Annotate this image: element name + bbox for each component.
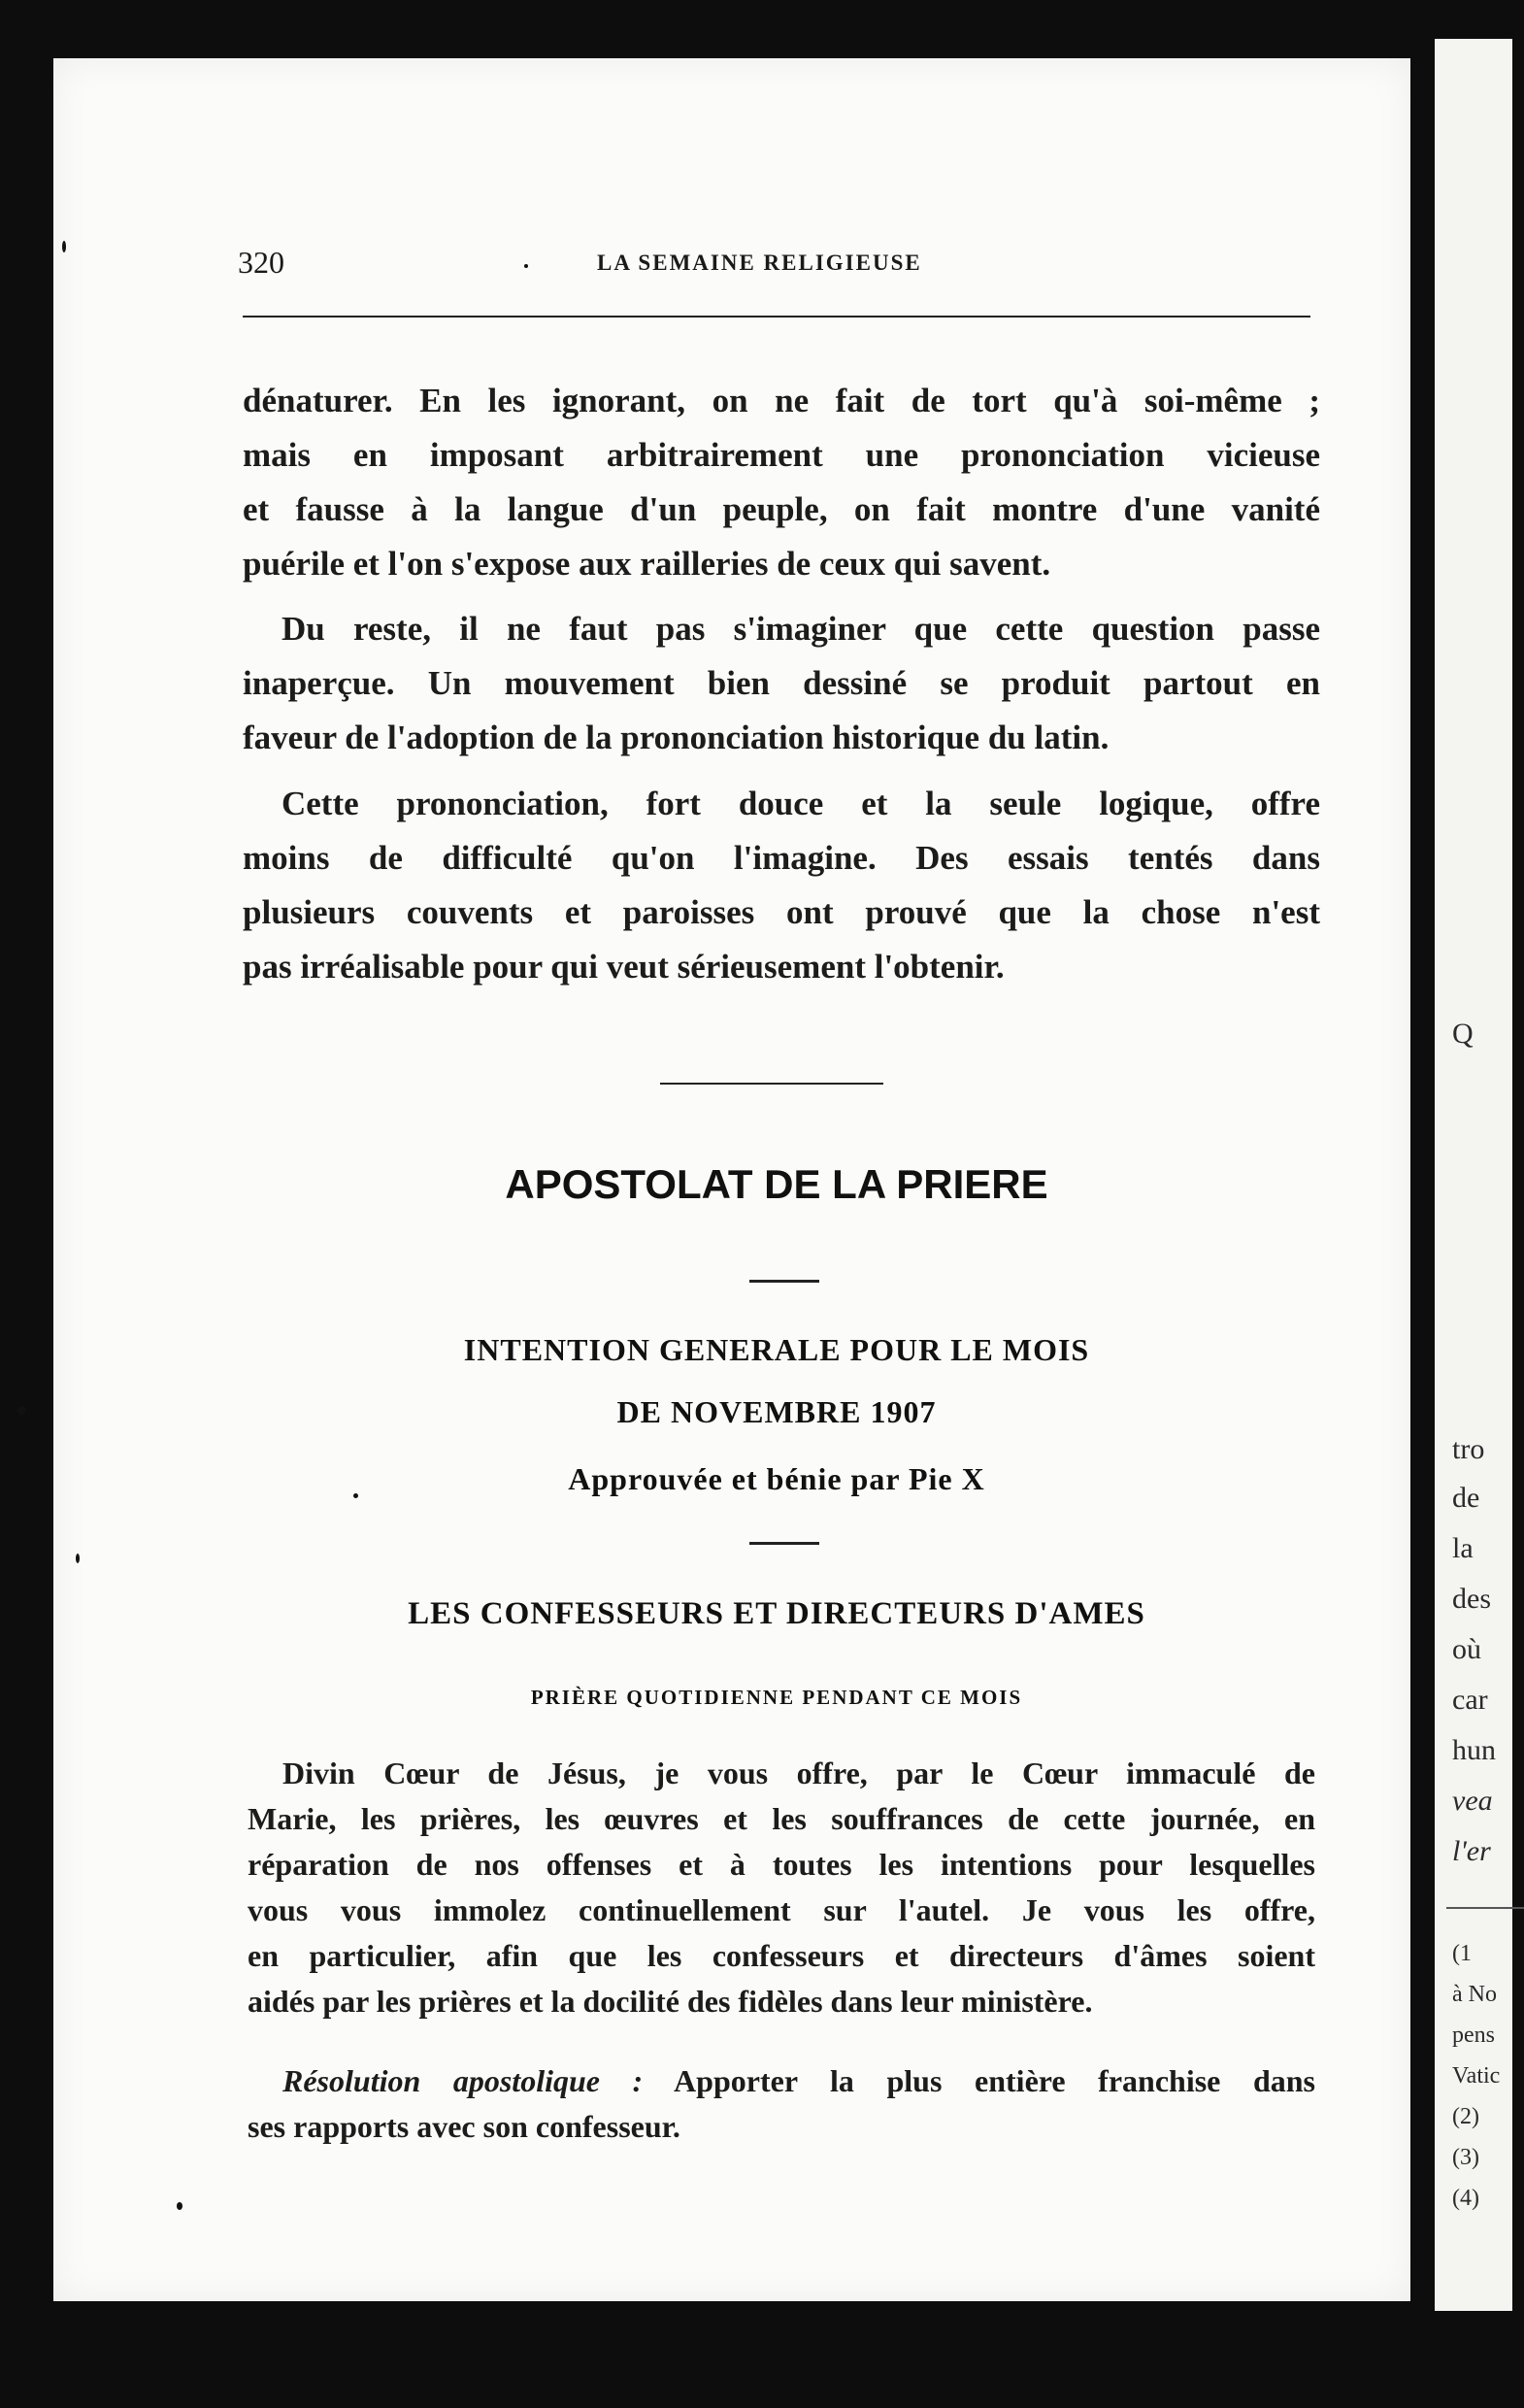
intention-heading-line-1: INTENTION GENERALE POUR LE MOIS <box>463 1332 1090 1367</box>
scan-speck <box>353 1493 358 1498</box>
text-line: et fausse à la langue d'un peuple, on fait montre d'une vanité <box>243 490 1320 528</box>
facing-page-rule <box>1446 1907 1524 1909</box>
prayer-heading: PRIÈRE QUOTIDIENNE PENDANT CE MOIS <box>530 1686 1023 1709</box>
facing-page-fragment: tro <box>1452 1433 1485 1465</box>
text-line: réparation de nos offenses et à toutes les intentions pour lesquelles <box>248 1847 1315 1882</box>
facing-page-fragment: Q <box>1452 1018 1474 1050</box>
scan-speck <box>177 2202 182 2210</box>
scan-speck <box>76 1554 80 1563</box>
text-line: faveur de l'adoption de la prononciation historique du latin. <box>243 719 1110 756</box>
paragraph-2 <box>243 602 1320 765</box>
facing-page-fragment: vea <box>1452 1785 1493 1817</box>
short-rule <box>749 1542 819 1545</box>
text-line: en particulier, afin que les confesseurs et directeurs d'âmes soient <box>248 1938 1315 1973</box>
prayer-text <box>248 1751 1315 2024</box>
text-line: dénaturer. En les ignorant, on ne fait de tort qu'à soi-même ; <box>243 382 1320 419</box>
text-line: Cette prononciation, fort douce et la seule logique, offre <box>282 785 1320 822</box>
approval-line: Approuvée et bénie par Pie X <box>568 1461 985 1496</box>
text-line: moins de difficulté qu'on l'imagine. Des essais tentés dans <box>243 839 1320 877</box>
facing-page-fragment: la <box>1452 1532 1474 1564</box>
scan-speck <box>62 241 66 252</box>
facing-page-fragment: car <box>1452 1684 1488 1716</box>
text-line: mais en imposant arbitrairement une prononciation vicieuse <box>243 436 1320 474</box>
facing-page-note: pens <box>1452 2023 1495 2048</box>
page-header <box>238 245 1310 284</box>
paragraph-1 <box>243 374 1320 591</box>
intention-heading-line-2: DE NOVEMBRE 1907 <box>616 1394 937 1429</box>
facing-page-note: (2) <box>1452 2104 1479 2129</box>
facing-page-edge <box>1435 39 1512 2311</box>
facing-page-note: (1 <box>1452 1941 1472 1966</box>
text-line: pas irréalisable pour qui veut sérieusement l'obtenir. <box>243 948 1005 986</box>
text-line: Du reste, il ne faut pas s'imaginer que cette question passe <box>282 610 1320 648</box>
short-rule <box>749 1280 819 1283</box>
text-line: plusieurs couvents et paroisses ont prouvé que la chose n'est <box>243 893 1320 931</box>
section-title: APOSTOLAT DE LA PRIERE <box>505 1161 1048 1207</box>
facing-page-fragment: l'er <box>1452 1835 1491 1867</box>
facing-page-fragment: des <box>1452 1583 1491 1615</box>
facing-page-note: à No <box>1452 1982 1497 2007</box>
facing-page-note: (4) <box>1452 2186 1479 2211</box>
facing-page-fragment: de <box>1452 1482 1480 1514</box>
text-line: Divin Cœur de Jésus, je vous offre, par le Cœur immaculé de <box>282 1756 1315 1790</box>
text-line: ses rapports avec son confesseur. <box>248 2109 680 2144</box>
header-rule <box>243 316 1310 318</box>
scan-speck <box>17 1406 26 1415</box>
running-head: LA SEMAINE RELIGIEUSE <box>597 251 922 275</box>
facing-page-note: (3) <box>1452 2145 1479 2170</box>
text-line: vous vous immolez continuellement sur l'autel. Je vous les offre, <box>248 1892 1315 1927</box>
paragraph-3 <box>243 777 1320 994</box>
facing-page-fragment: où <box>1452 1633 1481 1665</box>
section-divider <box>660 1083 883 1085</box>
resolution-text: Apporter la plus entière franchise dans <box>674 2063 1316 2098</box>
facing-page-fragment: hun <box>1452 1734 1496 1766</box>
text-line: inaperçue. Un mouvement bien dessiné se produit partout en <box>243 664 1320 702</box>
facing-page-note: Vatic <box>1452 2063 1501 2089</box>
scan-speck <box>524 264 528 268</box>
resolution <box>248 2058 1315 2150</box>
subject-heading: LES CONFESSEURS ET DIRECTEURS D'AMES <box>408 1596 1145 1631</box>
text-line: puérile et l'on s'expose aux railleries de ceux qui savent. <box>243 545 1051 583</box>
page-number: 320 <box>238 245 284 280</box>
text-line: aidés par les prières et la docilité des fidèles dans leur ministère. <box>248 1984 1093 2019</box>
text-line: Marie, les prières, les œuvres et les souffrances de cette journée, en <box>248 1801 1315 1836</box>
text-line <box>248 2058 1315 2104</box>
resolution-label: Résolution apostolique : <box>282 2063 644 2098</box>
